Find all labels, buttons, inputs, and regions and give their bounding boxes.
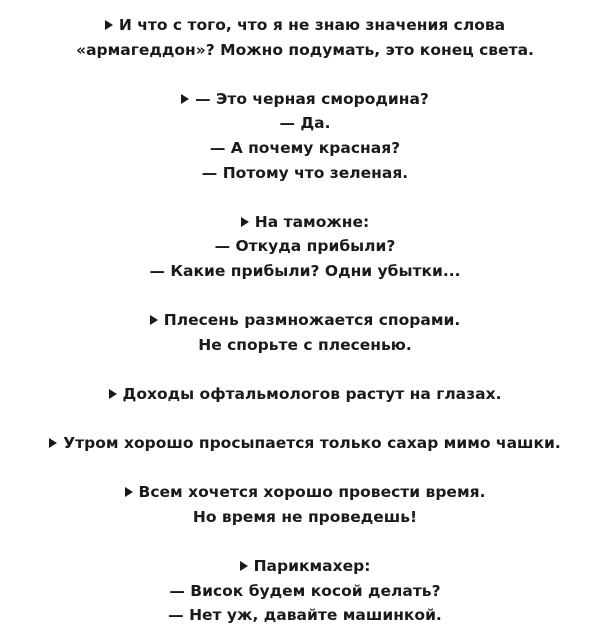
joke-line: Утром хорошо просыпается только сахар мимо чашки. — [0, 431, 610, 456]
joke-line: — Какие прибыли? Одни убытки... — [149, 261, 461, 280]
triangle-right-icon — [181, 94, 189, 104]
triangle-right-icon — [241, 217, 249, 227]
joke-line: И что с того, что я не знаю значения слова — [0, 13, 610, 38]
joke-line: Не спорьте с плесенью. — [198, 335, 412, 354]
joke-item — [0, 13, 610, 62]
joke-line: — А почему красная? — [209, 138, 401, 157]
joke-line: Плесень размножается спорами. — [0, 308, 610, 333]
triangle-right-icon — [150, 315, 158, 325]
joke-line: — Нет уж, давайте машинкой. — [168, 606, 442, 625]
joke-line: — Откуда прибыли? — [214, 237, 396, 256]
joke-item — [0, 431, 610, 456]
joke-line: Парикмахер: — [0, 554, 610, 579]
joke-line: Но время не проведешь! — [192, 507, 418, 526]
joke-item — [0, 87, 610, 185]
joke-line: Доходы офтальмологов растут на глазах. — [0, 382, 610, 407]
joke-item — [0, 308, 610, 357]
joke-item — [0, 554, 610, 628]
triangle-right-icon — [125, 487, 133, 497]
joke-item — [0, 480, 610, 529]
triangle-right-icon — [109, 389, 117, 399]
joke-item — [0, 382, 610, 407]
triangle-right-icon — [49, 438, 57, 448]
joke-line: «армагеддон»? Можно подумать, это конец света. — [76, 40, 534, 59]
triangle-right-icon — [105, 20, 113, 30]
joke-line: — Да. — [279, 114, 331, 133]
joke-item — [0, 210, 610, 284]
triangle-right-icon — [240, 561, 248, 571]
joke-line: — Потому что зеленая. — [201, 163, 409, 182]
joke-line: На таможне: — [0, 210, 610, 235]
joke-line: — Это черная смородина? — [0, 87, 610, 112]
joke-line: Всем хочется хорошо провести время. — [0, 480, 610, 505]
joke-line: — Висок будем косой делать? — [169, 581, 441, 600]
